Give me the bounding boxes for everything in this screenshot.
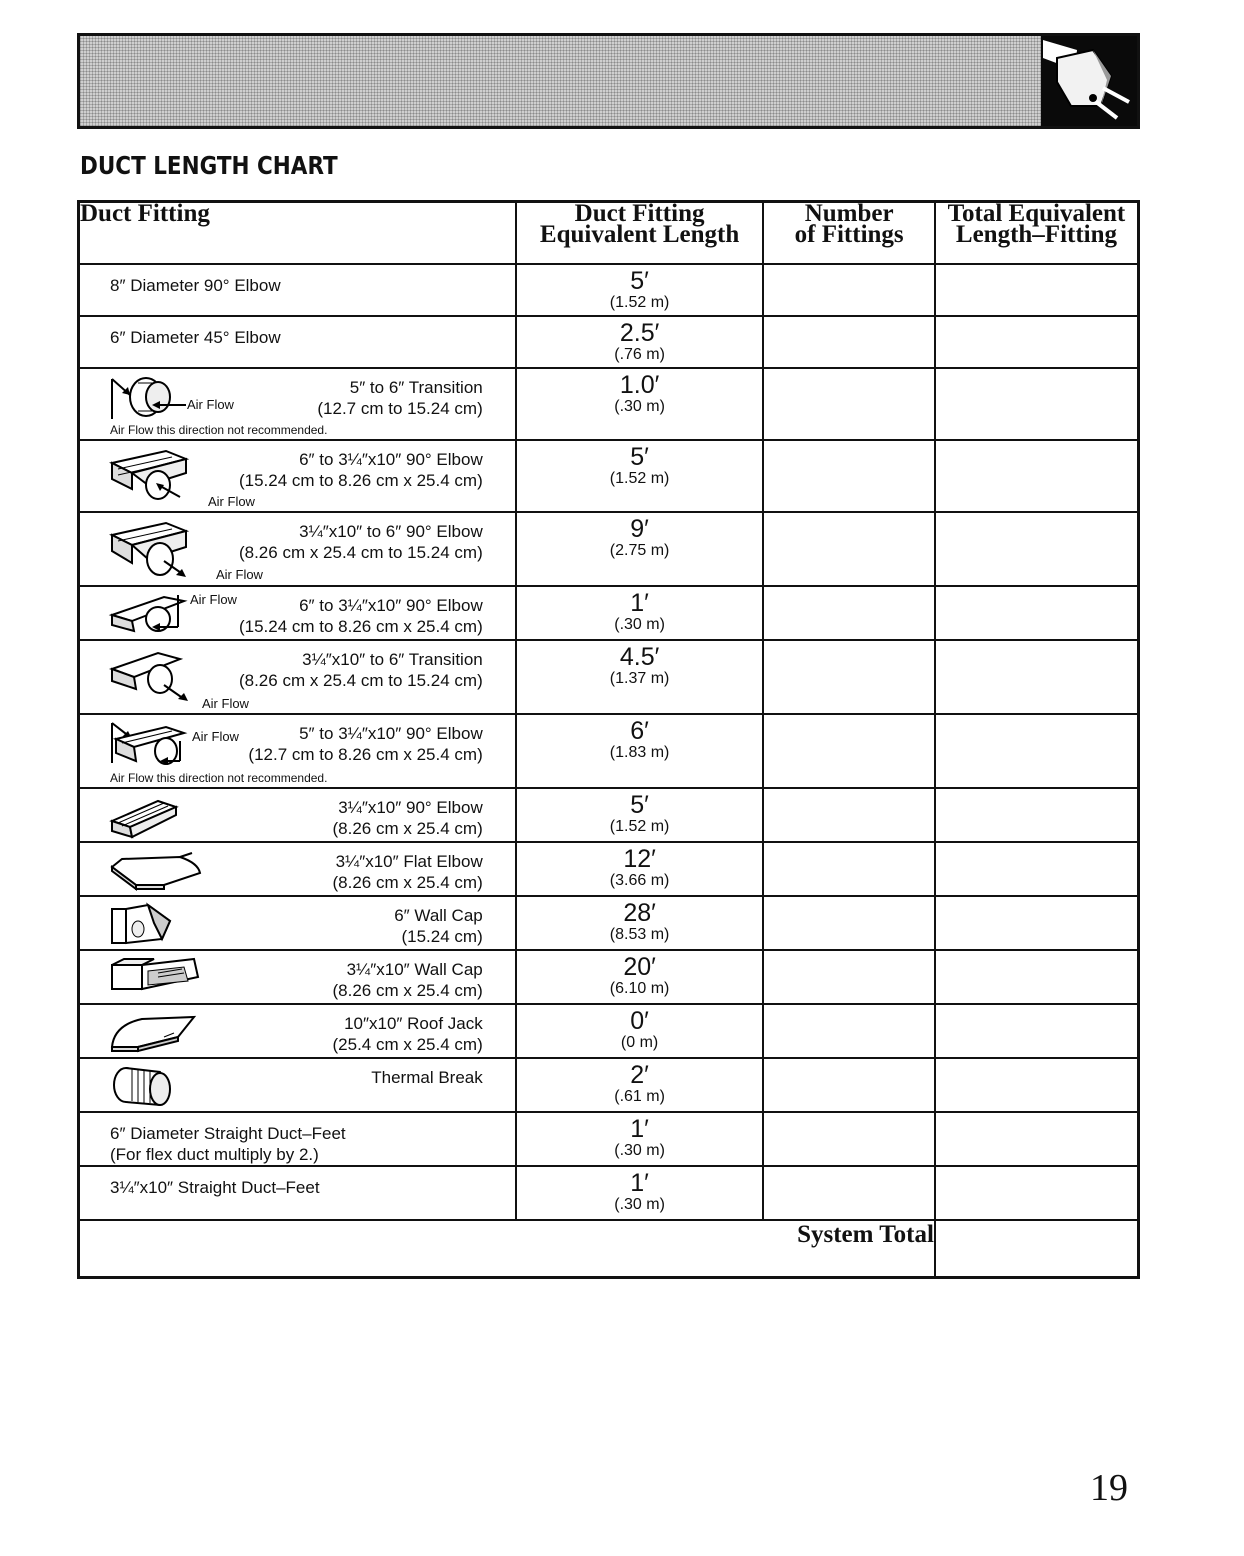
- fitting-name-line1: 6″ Diameter Straight Duct–Feet: [110, 1123, 346, 1143]
- number-of-fittings-cell[interactable]: [763, 316, 934, 368]
- equivalent-feet: 1.0′: [619, 370, 660, 399]
- number-of-fittings-cell[interactable]: [763, 264, 934, 316]
- equivalent-length-cell: [516, 440, 764, 512]
- total-equivalent-cell[interactable]: [935, 950, 1139, 1004]
- plug-icon: [1041, 36, 1137, 126]
- equivalent-meters: (2.75 m): [609, 541, 670, 559]
- total-equivalent-cell[interactable]: [935, 896, 1139, 950]
- equivalent-length-cell: [516, 1112, 764, 1166]
- number-of-fittings-cell[interactable]: [763, 1166, 934, 1220]
- fitting-name-line1: 6″ to 3¼″x10″ 90° Elbow: [299, 449, 483, 469]
- fitting-name-line2: (12.7 cm to 15.24 cm): [317, 398, 483, 418]
- number-of-fittings-cell[interactable]: [763, 842, 934, 896]
- total-equivalent-cell[interactable]: [935, 1058, 1139, 1112]
- total-equivalent-cell[interactable]: [935, 1112, 1139, 1166]
- total-equivalent-cell[interactable]: [935, 316, 1139, 368]
- elbow-duct-icon: [108, 445, 198, 503]
- equivalent-feet: 9′: [630, 514, 649, 543]
- fitting-name-line2: (8.26 cm x 25.4 cm): [332, 818, 483, 838]
- table-row: [79, 264, 1139, 316]
- fitting-cell: [79, 440, 516, 512]
- table-row: [79, 788, 1139, 842]
- equivalent-meters: (3.66 m): [609, 871, 670, 889]
- equivalent-length-cell: [516, 586, 764, 640]
- wall-cap-icon: [108, 901, 178, 947]
- air-flow-label: Air Flow: [187, 396, 234, 412]
- fitting-name-line1: 3¼″x10″ 90° Elbow: [338, 797, 483, 817]
- elbow-duct-icon: [108, 719, 192, 769]
- fitting-name-line2: (15.24 cm to 8.26 cm x 25.4 cm): [238, 616, 483, 636]
- number-of-fittings-cell[interactable]: [763, 586, 934, 640]
- total-equivalent-cell[interactable]: [935, 512, 1139, 586]
- number-of-fittings-cell[interactable]: [763, 788, 934, 842]
- table-row: [79, 368, 1139, 440]
- equivalent-meters: (1.37 m): [609, 669, 670, 687]
- fitting-name-line1: 5″ to 3¼″x10″ 90° Elbow: [299, 723, 483, 743]
- roof-jack-icon: [108, 1011, 204, 1055]
- table-row: [79, 714, 1139, 788]
- fitting-cell: [79, 512, 516, 586]
- thermal-break-icon: [108, 1063, 178, 1111]
- equivalent-length-cell: [516, 842, 764, 896]
- fitting-name-line1: 5″ to 6″ Transition: [349, 377, 483, 397]
- plug-icon-box: [1041, 36, 1137, 126]
- fitting-name-line1: 3¼″x10″ to 6″ 90° Elbow: [299, 521, 483, 541]
- equivalent-length-cell: [516, 368, 764, 440]
- fitting-cell: [79, 1004, 516, 1058]
- fitting-name: [333, 959, 483, 1001]
- fitting-name: 3¼″x10″ Straight Duct–Feet: [110, 1177, 320, 1197]
- rect-elbow-icon: [108, 793, 188, 839]
- total-equivalent-cell[interactable]: [935, 440, 1139, 512]
- transition-duct-icon: [108, 645, 198, 703]
- fitting-name-line2: (25.4 cm x 25.4 cm): [332, 1034, 483, 1054]
- rect-wall-cap-icon: [108, 955, 204, 1001]
- header-number-line1: Number: [804, 200, 894, 227]
- table-row: [79, 842, 1139, 896]
- header-equivalent-line1: Duct Fitting: [574, 200, 705, 227]
- equivalent-feet: 12′: [623, 844, 656, 873]
- equivalent-length-cell: [516, 316, 764, 368]
- system-total-row: [79, 1220, 1139, 1278]
- fitting-cell: [79, 1112, 516, 1166]
- total-equivalent-cell[interactable]: [935, 264, 1139, 316]
- fitting-name-line2: (8.26 cm x 25.4 cm): [332, 980, 483, 1000]
- table-row: [79, 316, 1139, 368]
- total-equivalent-cell[interactable]: [935, 1004, 1139, 1058]
- header-total-line2: Length–Fitting: [955, 221, 1118, 248]
- fitting-name-line1: 3¼″x10″ Wall Cap: [346, 959, 483, 979]
- header-duct-fitting: Duct Fitting: [79, 202, 516, 264]
- equivalent-meters: (6.10 m): [609, 979, 670, 997]
- equivalent-feet: 5′: [630, 442, 649, 471]
- number-of-fittings-cell[interactable]: [763, 440, 934, 512]
- fitting-name-line2: (8.26 cm x 25.4 cm): [332, 872, 483, 892]
- total-equivalent-cell[interactable]: [935, 842, 1139, 896]
- total-equivalent-cell[interactable]: [935, 788, 1139, 842]
- fitting-name-line1: 6″ Wall Cap: [394, 905, 483, 925]
- fitting-cell: [79, 586, 516, 640]
- number-of-fittings-cell[interactable]: [763, 512, 934, 586]
- header-total-equivalent: [935, 202, 1139, 264]
- equivalent-length-cell: [516, 1058, 764, 1112]
- table-row: [79, 586, 1139, 640]
- fitting-name-line1: 10″x10″ Roof Jack: [344, 1013, 483, 1033]
- fitting-name: [371, 1067, 482, 1088]
- air-flow-label: Air Flow: [192, 728, 239, 744]
- fitting-cell: [79, 1058, 516, 1112]
- fitting-name: [239, 649, 483, 691]
- fitting-name-line1: Thermal Break: [371, 1067, 483, 1087]
- total-equivalent-cell[interactable]: [935, 640, 1139, 714]
- equivalent-length-cell: [516, 264, 764, 316]
- number-of-fittings-cell[interactable]: [763, 950, 934, 1004]
- fitting-name: 6″ Diameter 45° Elbow: [110, 327, 281, 347]
- air-flow-label: Air Flow: [208, 493, 255, 509]
- total-equivalent-cell[interactable]: [935, 714, 1139, 788]
- equivalent-meters: (.76 m): [614, 345, 665, 363]
- air-flow-note: Air Flow this direction not recommended.: [110, 770, 328, 785]
- number-of-fittings-cell[interactable]: [763, 640, 934, 714]
- fitting-name-line1: 6″ to 3¼″x10″ 90° Elbow: [299, 595, 483, 615]
- table-row: [79, 440, 1139, 512]
- table-row: [79, 1004, 1139, 1058]
- elbow-duct-icon: [108, 517, 198, 581]
- number-of-fittings-cell[interactable]: [763, 714, 934, 788]
- equivalent-feet: 0′: [630, 1006, 649, 1035]
- table-row: [79, 1058, 1139, 1112]
- fitting-name: 8″ Diameter 90° Elbow: [110, 275, 281, 295]
- fitting-cell: [79, 714, 516, 788]
- equivalent-length-cell: [516, 640, 764, 714]
- air-flow-note: Air Flow this direction not recommended.: [110, 422, 328, 437]
- fitting-cell: [79, 896, 516, 950]
- equivalent-meters: (.61 m): [614, 1087, 665, 1105]
- equivalent-feet: 5′: [630, 266, 649, 295]
- equivalent-meters: (1.52 m): [609, 293, 670, 311]
- equivalent-feet: 1′: [630, 588, 649, 617]
- fitting-name: [333, 797, 483, 839]
- fitting-cell: [79, 788, 516, 842]
- table-row: [79, 1166, 1139, 1220]
- equivalent-feet: 2′: [630, 1060, 649, 1089]
- header-row: [79, 202, 1139, 264]
- equivalent-length-cell: [516, 950, 764, 1004]
- table-row: [79, 512, 1139, 586]
- equivalent-meters: (1.52 m): [609, 817, 670, 835]
- equivalent-meters: (.30 m): [614, 615, 665, 633]
- number-of-fittings-cell[interactable]: [763, 1004, 934, 1058]
- equivalent-length-cell: [516, 788, 764, 842]
- header-banner: [77, 33, 1140, 129]
- fitting-name: [333, 851, 483, 893]
- number-of-fittings-cell[interactable]: [763, 1112, 934, 1166]
- flat-elbow-icon: [108, 849, 208, 891]
- total-equivalent-cell[interactable]: [935, 586, 1139, 640]
- equivalent-meters: (0 m): [620, 1033, 659, 1051]
- header-equivalent-length: [516, 202, 764, 264]
- fitting-cell: [79, 368, 516, 440]
- equivalent-feet: 1′: [630, 1168, 649, 1197]
- fitting-name-line2: (12.7 cm to 8.26 cm x 25.4 cm): [248, 744, 483, 764]
- equivalent-meters: (.30 m): [614, 397, 665, 415]
- equivalent-length-cell: [516, 714, 764, 788]
- total-equivalent-cell[interactable]: [935, 1166, 1139, 1220]
- equivalent-feet: 5′: [630, 790, 649, 819]
- equivalent-feet: 4.5′: [619, 642, 660, 671]
- transition-duct-icon: [108, 373, 188, 423]
- equivalent-meters: (8.53 m): [609, 925, 670, 943]
- table-row: [79, 640, 1139, 714]
- equivalent-length-cell: [516, 1004, 764, 1058]
- fitting-cell: [79, 1166, 516, 1220]
- equivalent-meters: (.30 m): [614, 1141, 665, 1159]
- equivalent-feet: 2.5′: [619, 318, 660, 347]
- fitting-name: [248, 723, 482, 765]
- section-title: DUCT LENGTH CHART: [80, 151, 338, 180]
- air-flow-label: Air Flow: [202, 695, 249, 711]
- fitting-name: [239, 595, 483, 637]
- fitting-cell: [79, 842, 516, 896]
- page-number: 19: [1090, 1467, 1128, 1509]
- header-total-line1: Total Equivalent: [947, 200, 1126, 227]
- fitting-name-line2: (15.24 cm): [401, 926, 483, 946]
- header-number-of-fittings: [763, 202, 934, 264]
- flat-elbow-duct-icon: [108, 591, 192, 637]
- equivalent-feet: 6′: [630, 716, 649, 745]
- equivalent-length-cell: [516, 896, 764, 950]
- equivalent-feet: 28′: [623, 898, 656, 927]
- duct-length-table: [77, 200, 1140, 1279]
- table-row: [79, 1112, 1139, 1166]
- total-equivalent-cell[interactable]: [935, 368, 1139, 440]
- fitting-cell: [79, 264, 516, 316]
- header-number-line2: of Fittings: [794, 221, 904, 248]
- fitting-name-line2: (15.24 cm to 8.26 cm x 25.4 cm): [238, 470, 483, 490]
- fitting-name: [239, 449, 483, 491]
- fitting-name: [239, 521, 483, 563]
- air-flow-label: Air Flow: [216, 566, 263, 582]
- fitting-name-line2: (8.26 cm x 25.4 cm to 15.24 cm): [238, 670, 483, 690]
- number-of-fittings-cell[interactable]: [763, 896, 934, 950]
- fitting-name-line1: 3¼″x10″ to 6″ Transition: [302, 649, 483, 669]
- equivalent-length-cell: [516, 1166, 764, 1220]
- fitting-name-line2: (For flex duct multiply by 2.): [110, 1144, 319, 1164]
- system-total-label: System Total: [79, 1220, 935, 1278]
- equivalent-meters: (1.83 m): [609, 743, 670, 761]
- fitting-cell: [79, 640, 516, 714]
- number-of-fittings-cell[interactable]: [763, 368, 934, 440]
- number-of-fittings-cell[interactable]: [763, 1058, 934, 1112]
- fitting-name-line2: (8.26 cm x 25.4 cm to 15.24 cm): [238, 542, 483, 562]
- air-flow-label: Air Flow: [190, 591, 237, 607]
- fitting-name: [317, 377, 482, 419]
- fitting-name-line1: 3¼″x10″ Flat Elbow: [335, 851, 483, 871]
- fitting-name: [394, 905, 483, 947]
- equivalent-length-cell: [516, 512, 764, 586]
- fitting-cell: [79, 950, 516, 1004]
- table-row: [79, 950, 1139, 1004]
- fitting-name: [333, 1013, 483, 1055]
- table-row: [79, 896, 1139, 950]
- fitting-name: [110, 1123, 346, 1165]
- equivalent-feet: 20′: [623, 952, 656, 981]
- equivalent-feet: 1′: [630, 1114, 649, 1143]
- header-equivalent-line2: Equivalent Length: [539, 221, 740, 248]
- fitting-cell: [79, 316, 516, 368]
- equivalent-meters: (.30 m): [614, 1195, 665, 1213]
- system-total-cell[interactable]: [935, 1220, 1139, 1278]
- equivalent-meters: (1.52 m): [609, 469, 670, 487]
